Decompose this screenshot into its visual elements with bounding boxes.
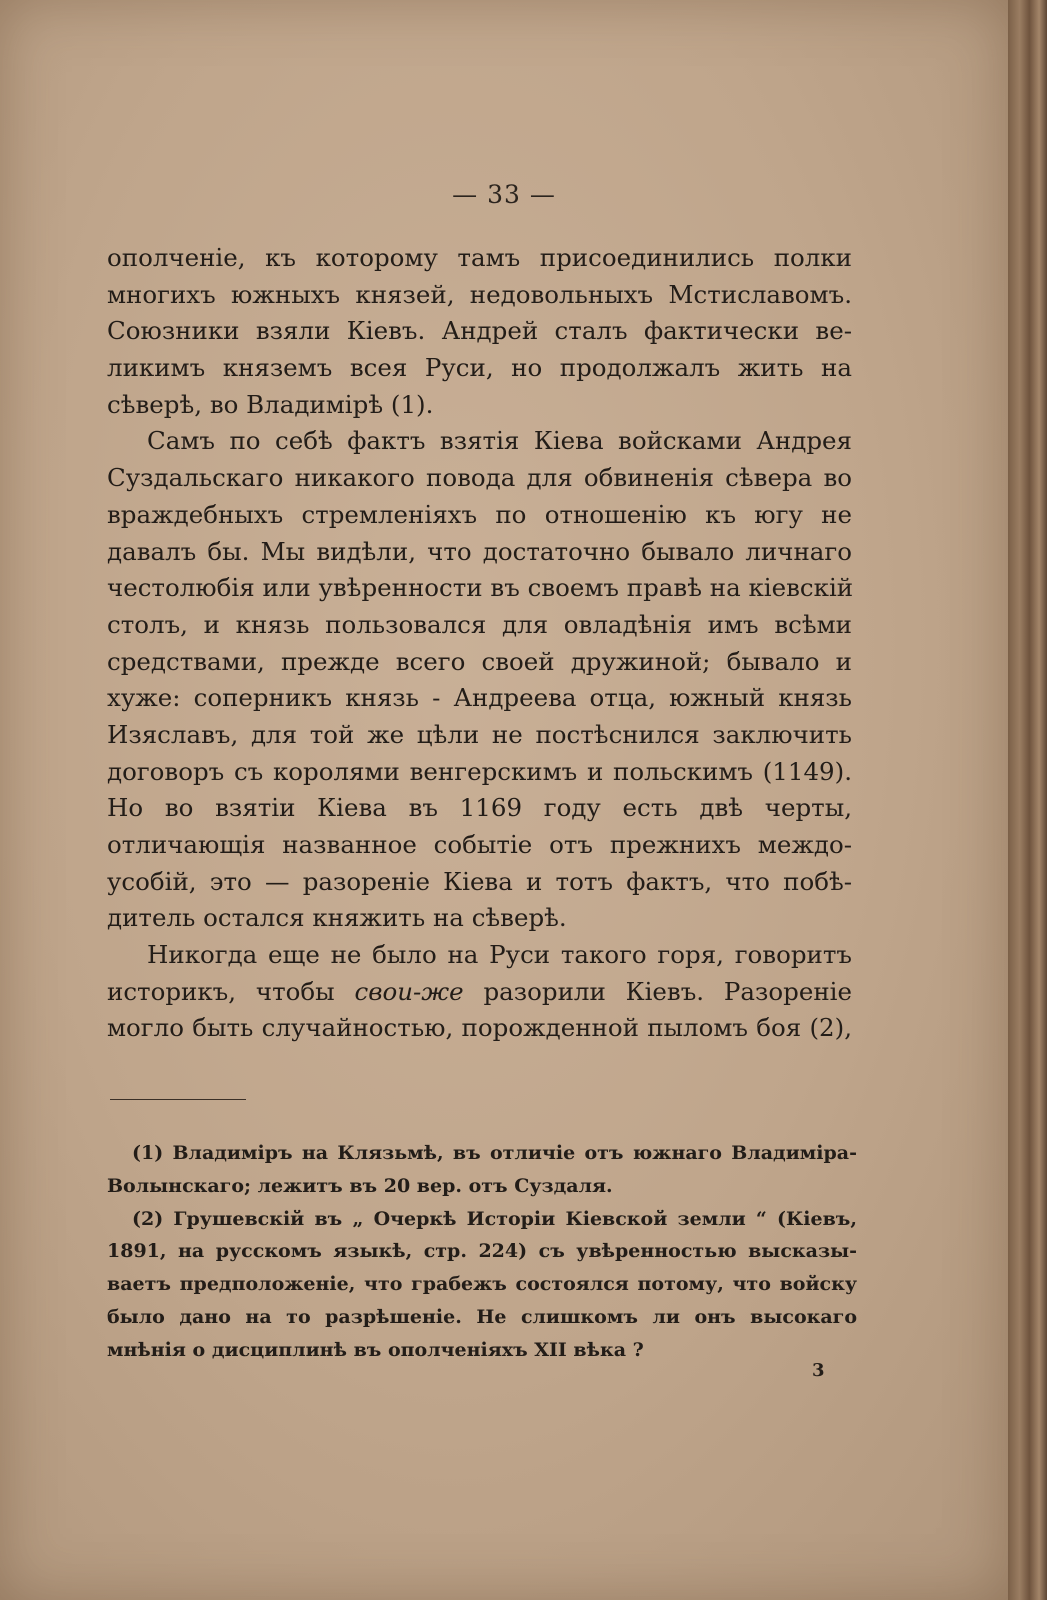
footnotes bbox=[107, 1137, 857, 1367]
text-line: дитель остался княжить на сѣверѣ. bbox=[107, 903, 567, 933]
text-line: могло быть случайностью, порожденной пыломъ боя (2), bbox=[107, 1013, 852, 1043]
text-line: хуже: соперникъ князь - Андреева отца, южный князь bbox=[107, 683, 852, 713]
text-line: Изяславъ, для той же цѣли не постѣснился заключить bbox=[107, 719, 852, 749]
text-segment: разорили Кіевъ. Разореніе bbox=[483, 976, 852, 1006]
signature-mark: 3 bbox=[812, 1360, 825, 1381]
text-line: усобій, это — разореніе Кіева и тотъ фактъ, что побѣ- bbox=[107, 866, 852, 896]
text-line: договоръ съ королями венгерскимъ и польскимъ (1149). bbox=[107, 756, 852, 786]
body-text bbox=[107, 240, 852, 1047]
footnote-line: (2) Грушевскій въ „ Очеркѣ Исторіи Кіевской земли “ (Кіевъ, bbox=[132, 1207, 857, 1230]
text-line: ополченіе, къ которому тамъ присоединились полки bbox=[107, 243, 852, 272]
text-line: ликимъ княземъ всея Руси, но продолжалъ жить на bbox=[107, 353, 852, 383]
footnote-line: мнѣнія о дисциплинѣ въ ополченіяхъ XII вѣка ? bbox=[107, 1338, 644, 1361]
text-line: средствами, прежде всего своей дружиной; бывало и bbox=[107, 646, 852, 676]
footnote-line: 1891, на русскомъ языкѣ, стр. 224) съ увѣренностью высказы- bbox=[107, 1240, 857, 1263]
footnote-line: Волынскаго; лежитъ въ 20 вер. отъ Суздаля. bbox=[107, 1174, 613, 1197]
footnote-divider bbox=[110, 1099, 246, 1100]
text-line: Но во взятіи Кіева въ 1169 году есть двѣ черты, bbox=[107, 793, 852, 823]
text-segment: историкъ, чтобы bbox=[107, 976, 335, 1006]
book-edge bbox=[1008, 0, 1047, 1600]
text-line: Никогда еще не было на Руси такого горя, говоритъ bbox=[147, 940, 852, 970]
text-line: Самъ по себѣ фактъ взятія Кіева войсками Андрея bbox=[147, 426, 852, 456]
text-line: отличающія названное событіе отъ прежнихъ междо- bbox=[107, 830, 852, 859]
text-line: честолюбія или увѣренности въ своемъ правѣ на кіевскій bbox=[107, 573, 854, 603]
text-line: враждебныхъ стремленіяхъ по отношенію къ югу не bbox=[107, 499, 852, 529]
text-line: столъ, и князь пользовался для овладѣнія имъ всѣми bbox=[107, 609, 852, 639]
italic-emphasis: свои-же bbox=[354, 976, 464, 1006]
page-number: — 33 — bbox=[452, 180, 556, 209]
text-line-mixed bbox=[107, 974, 852, 1011]
text-line: Союзники взяли Кіевъ. Андрей сталъ фактически ве- bbox=[107, 316, 852, 346]
footnote-line: (1) Владиміръ на Клязьмѣ, въ отличіе отъ южнаго Владиміра- bbox=[132, 1142, 857, 1164]
text-line: многихъ южныхъ князей, недовольныхъ Мстиславомъ. bbox=[107, 279, 852, 309]
footnote-line: ваетъ предположеніе, что грабежъ состоялся потому, что войску bbox=[107, 1273, 857, 1296]
text-line: Суздальскаго никакого повода для обвиненія сѣвера во bbox=[107, 463, 852, 493]
footnote-line: было дано на то разрѣшеніе. Не слишкомъ ли онъ высокаго bbox=[107, 1305, 857, 1328]
text-line: давалъ бы. Мы видѣли, что достаточно бывало личнаго bbox=[107, 536, 852, 566]
text-line: сѣверѣ, во Владимірѣ (1). bbox=[107, 389, 434, 419]
